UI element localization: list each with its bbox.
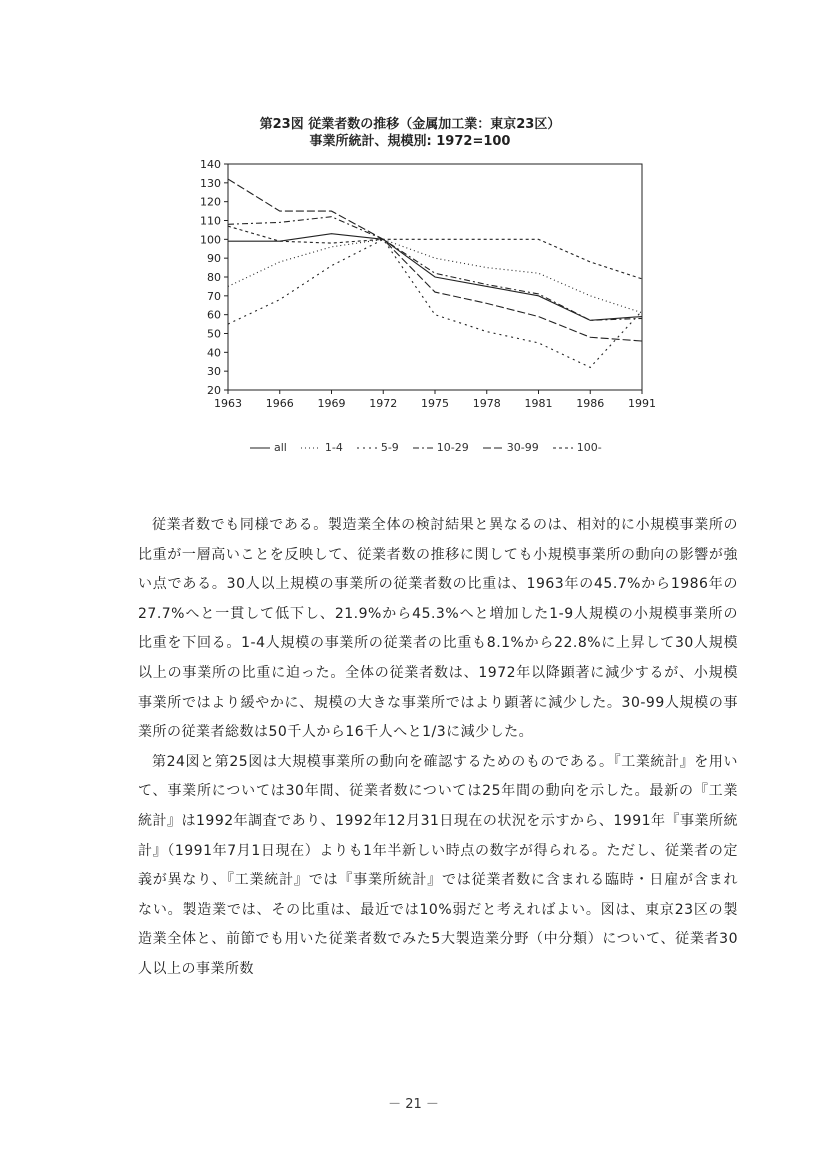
- y-tick-label: 60: [207, 308, 221, 322]
- y-tick-label: 90: [207, 252, 221, 266]
- y-tick-label: 140: [200, 158, 221, 171]
- legend-swatch: [413, 445, 433, 451]
- y-tick-label: 50: [207, 327, 221, 341]
- series-line-1-4: [228, 239, 642, 312]
- legend-item-1-4: [301, 441, 343, 454]
- paragraph-2: 第24図と第25図は大規模事業所の動向を確認するためのものである。『工業統計』を用いて、事業所については30年間、従業者数については25年間の動向を示した。最新の『工業統計』は1992年調査であり、1992年12月31日現在の状況を示すから、1991年『事業所統計』（1991年7月1日現在）よりも1年半新しい時点の数字が得られる。ただし、従業者の定義が異なり、『工業統計』では『事業所統計』では従業者数に含まれる臨時・日雇が含まれない。製造業では、その比重は、最近では10%弱だと考えればよい。図は、東京23区の製造業全体と、前節でも用いた従業者数でみた5大製造業分野（中分類）について、従業者30人以上の事業所数: [138, 753, 739, 977]
- legend-label: 5-9: [380, 441, 399, 454]
- body-text: [138, 511, 738, 985]
- x-tick-label: 1975: [421, 397, 449, 410]
- page-number: － 21 －: [388, 1097, 439, 1112]
- legend-label: 100-: [576, 441, 602, 454]
- y-tick-label: 30: [207, 365, 221, 379]
- x-tick-label: 1978: [472, 397, 501, 410]
- legend-item-10-29: [413, 441, 469, 454]
- x-tick-label: 1969: [317, 397, 346, 410]
- legend-label: 1-4: [324, 441, 343, 454]
- y-tick-label: 20: [207, 384, 221, 397]
- legend-swatch: [553, 445, 573, 451]
- legend-label: 10-29: [436, 441, 469, 454]
- x-tick-label: 1972: [369, 397, 398, 410]
- legend-swatch: [301, 445, 321, 451]
- legend-item-100-: [553, 441, 602, 454]
- x-tick-label: 1963: [214, 397, 242, 410]
- legend-label: 30-99: [506, 441, 539, 454]
- x-axis-ticks: [214, 390, 656, 410]
- chart-title: 第23図 従業者数の推移（金属加工業：東京23区）: [259, 117, 561, 132]
- x-tick-label: 1991: [628, 397, 656, 410]
- y-tick-label: 110: [200, 214, 221, 228]
- series-line-10-29: [228, 217, 642, 321]
- y-tick-label: 70: [207, 289, 221, 303]
- series-line-30-99: [228, 179, 642, 341]
- paragraph-1: 従業者数でも同様である。製造業全体の検討結果と異なるのは、相対的に小規模事業所の比重が一層高いことを反映して、従業者数の推移に関しても小規模事業所の動向の影響が強い点である。30人以上規模の事業所の従業者数の比重は、1963年の45.7%から1986年の27.7%へと一貫して低下し、21.9%から45.3%へと増加した1-9人規模の小規模事業所の比重を下回る。1-4人規模の事業所の従業者の比重も8.1%から22.8%に上昇して30人規模以上の事業所の比重に迫った。全体の従業者数は、1972年以降顕著に減少するが、小規模事業所ではより緩やかに、規模の大きな事業所ではより顕著に減少した。30-99人規模の事業所の従業者総数は50千人から16千人へと1/3に減少した。: [138, 517, 738, 741]
- chart-subtitle: 事業所統計、規模別: 1972=100: [309, 134, 511, 149]
- legend-swatch: [483, 445, 503, 451]
- series-line-100-: [228, 226, 642, 279]
- y-axis-ticks: [200, 158, 228, 397]
- legend-label: all: [274, 441, 287, 454]
- line-chart: [170, 150, 670, 420]
- y-tick-label: 130: [200, 176, 221, 190]
- y-tick-label: 40: [207, 346, 221, 360]
- chart-legend: [250, 441, 602, 454]
- y-tick-label: 80: [207, 271, 221, 284]
- y-tick-label: 100: [200, 233, 221, 247]
- legend-swatch: [250, 445, 270, 451]
- legend-item-all: [250, 441, 287, 454]
- x-tick-label: 1966: [265, 397, 294, 410]
- legend-swatch: [357, 445, 377, 451]
- chart-series: [228, 179, 642, 367]
- x-tick-label: 1986: [576, 397, 605, 410]
- legend-item-30-99: [483, 441, 539, 454]
- x-tick-label: 1981: [524, 397, 553, 410]
- legend-item-5-9: [357, 441, 399, 454]
- y-tick-label: 120: [200, 195, 221, 209]
- series-line-all: [228, 234, 642, 321]
